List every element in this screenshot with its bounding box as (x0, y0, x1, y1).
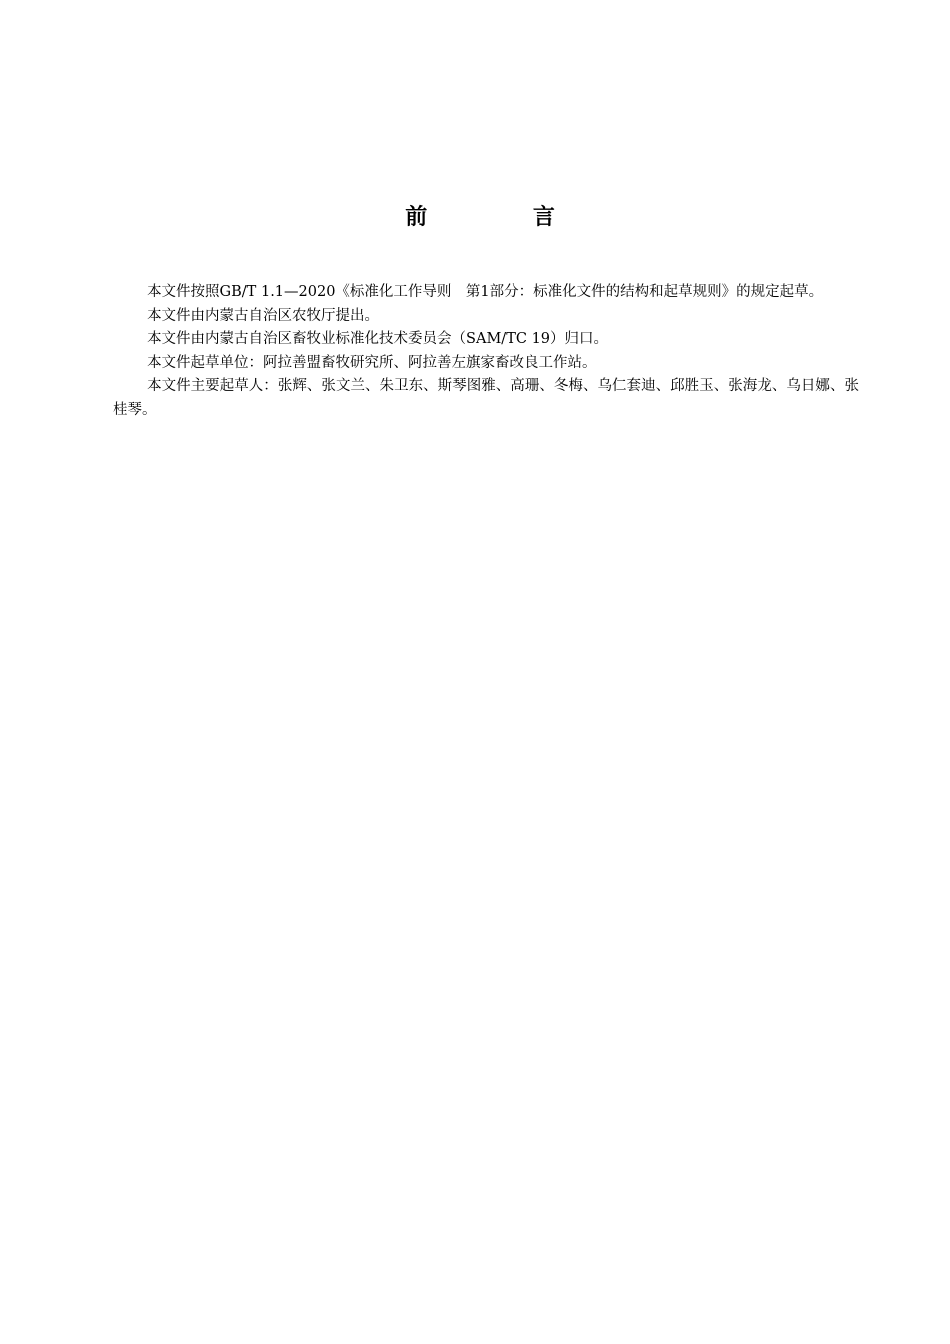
paragraph-drafting-rules: 本文件按照GB/T 1.1—2020《标准化工作导则 第1部分：标准化文件的结构和起草规则》的规定起草。 (147, 284, 824, 300)
page-title: 前 言 (405, 205, 597, 230)
paragraph-proposer: 本文件由内蒙古自治区农牧厅提出。 (147, 307, 380, 324)
foreword-body (113, 281, 859, 422)
paragraph-technical-committee: 本文件由内蒙古自治区畜牧业标准化技术委员会（SAM/TC 19）归口。 (147, 331, 609, 347)
paragraph-drafters: 本文件主要起草人：张辉、张文兰、朱卫东、斯琴图雅、高珊、冬梅、乌仁套迪、邱胜玉、张海龙、乌日娜、张桂琴。 (113, 378, 859, 418)
paragraph-drafting-units: 本文件起草单位：阿拉善盟畜牧研究所、阿拉善左旗家畜改良工作站。 (147, 354, 597, 371)
